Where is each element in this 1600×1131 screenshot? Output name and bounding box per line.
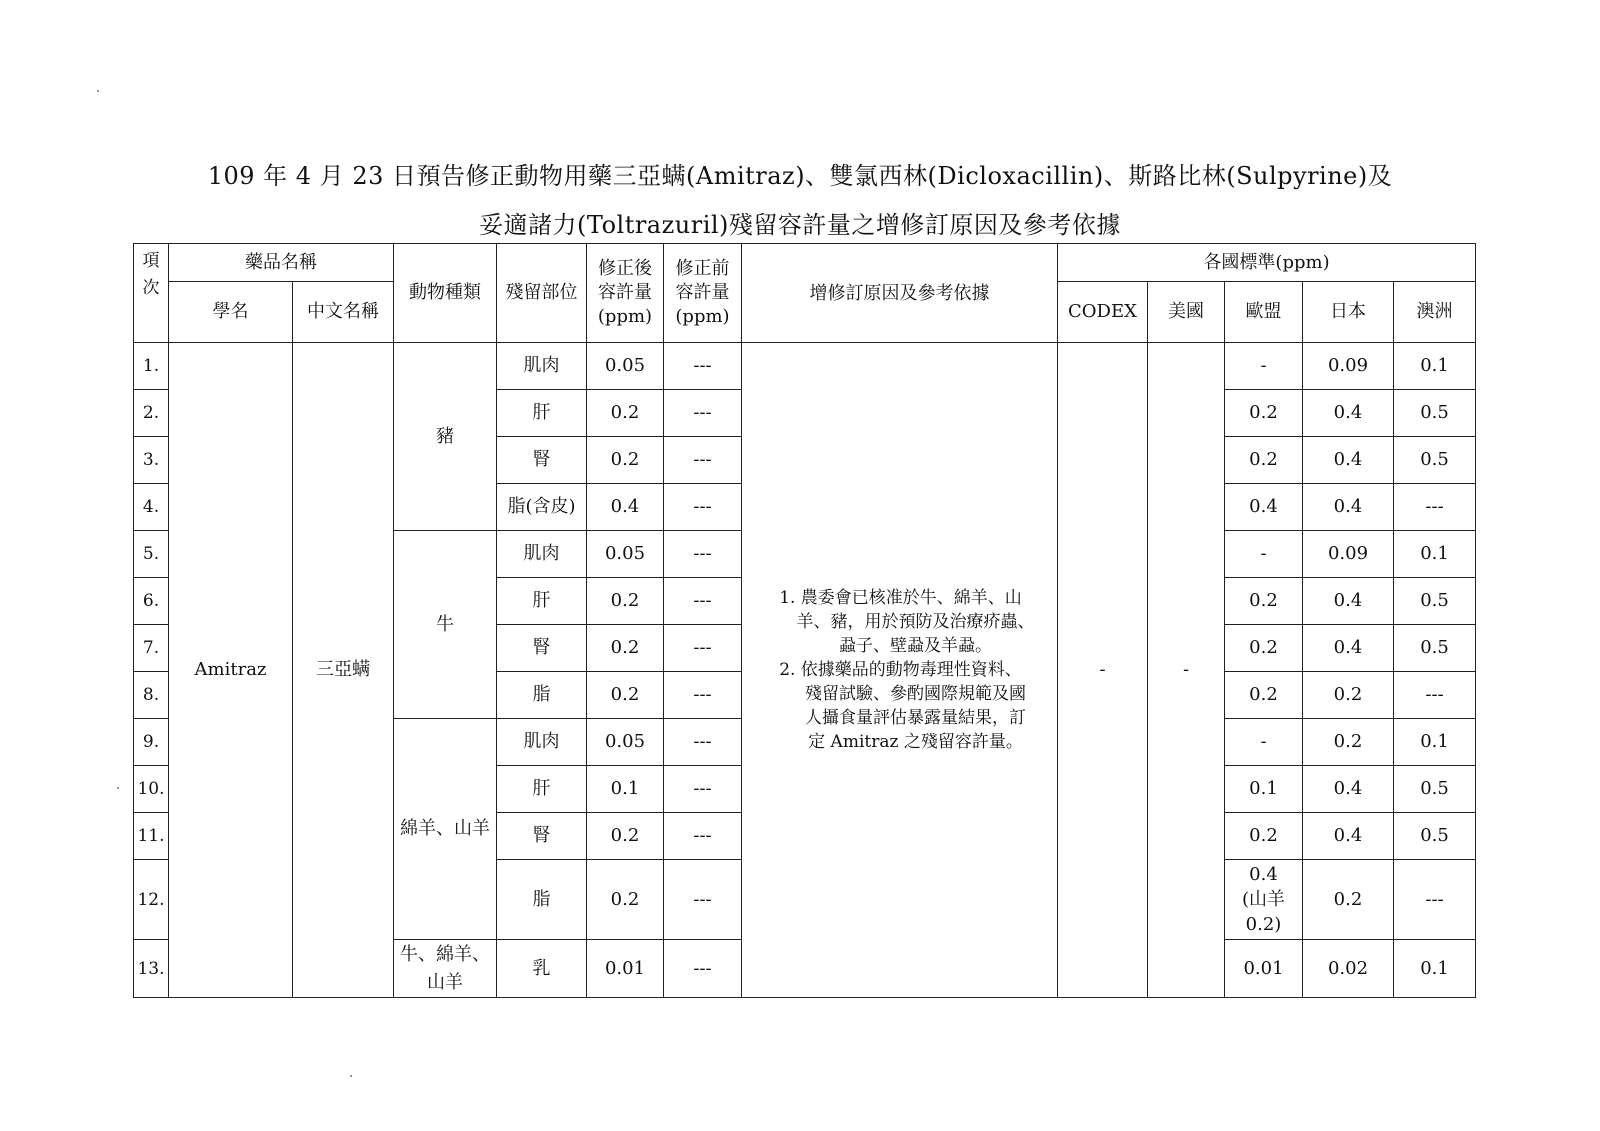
- before-value: ---: [664, 390, 742, 437]
- reason-line: 殘留試驗、參酌國際規範及國: [805, 684, 1026, 704]
- animal-cattle: 牛: [394, 531, 497, 719]
- australia-value: 0.1: [1394, 940, 1476, 998]
- before-value: ---: [664, 625, 742, 672]
- japan-value: 0.4: [1303, 578, 1394, 625]
- eu-value: 0.2: [1225, 437, 1303, 484]
- row-no: 2.: [134, 390, 169, 437]
- header-standards: 各國標準(ppm): [1058, 244, 1476, 282]
- residue-site: 乳: [497, 940, 587, 998]
- residue-site: 腎: [497, 437, 587, 484]
- australia-value: 0.1: [1394, 719, 1476, 766]
- row-no: 8.: [134, 672, 169, 719]
- australia-value: 0.5: [1394, 578, 1476, 625]
- before-value: ---: [664, 484, 742, 531]
- row-no: 10.: [134, 766, 169, 813]
- header-item-no: [134, 244, 169, 343]
- header-after-tolerance: [587, 244, 664, 343]
- japan-value: 0.02: [1303, 940, 1394, 998]
- scan-speck: [117, 787, 119, 789]
- residue-site: 肌肉: [497, 719, 587, 766]
- header-usa: 美國: [1148, 282, 1225, 343]
- row-no: 9.: [134, 719, 169, 766]
- before-value: ---: [664, 437, 742, 484]
- row-no: 1.: [134, 343, 169, 390]
- eu-value-line: 0.2): [1245, 914, 1282, 935]
- header-drug-name: 藥品名稱: [169, 244, 394, 282]
- australia-value: 0.5: [1394, 766, 1476, 813]
- row-no: 13.: [134, 940, 169, 998]
- australia-value: ---: [1394, 860, 1476, 940]
- header-eu: 歐盟: [1225, 282, 1303, 343]
- eu-value: 0.1: [1225, 766, 1303, 813]
- row-no: 6.: [134, 578, 169, 625]
- eu-value: 0.2: [1225, 625, 1303, 672]
- residue-site: 脂: [497, 672, 587, 719]
- eu-value: -: [1225, 343, 1303, 390]
- australia-value: ---: [1394, 484, 1476, 531]
- after-value: 0.05: [587, 343, 664, 390]
- reason-line: 1. 農委會已核准於牛、綿羊、山: [779, 588, 1022, 608]
- japan-value: 0.2: [1303, 860, 1394, 940]
- header-animal: 動物種類: [394, 244, 497, 343]
- header-before-l3: (ppm): [675, 306, 730, 327]
- animal-cattle-sheep-goat-text: 牛、綿羊、山羊: [400, 943, 490, 993]
- usa-value: -: [1148, 343, 1225, 998]
- reason-line: 定 Amitraz 之殘留容許量。: [808, 732, 1023, 752]
- australia-value: 0.5: [1394, 625, 1476, 672]
- australia-value: 0.5: [1394, 437, 1476, 484]
- japan-value: 0.09: [1303, 343, 1394, 390]
- residue-site: 脂(含皮): [497, 484, 587, 531]
- after-value: 0.2: [587, 860, 664, 940]
- residue-site: 脂: [497, 860, 587, 940]
- australia-value: ---: [1394, 672, 1476, 719]
- residue-site: 肝: [497, 390, 587, 437]
- row-no: 3.: [134, 437, 169, 484]
- row-no: 12.: [134, 860, 169, 940]
- document-title-line-1: 109 年 4 月 23 日預告修正動物用藥三亞螨(Amitraz)、雙氯西林(Dicloxacillin)、斯路比林(Sulpyrine)及: [207, 162, 1393, 190]
- residue-site: 腎: [497, 625, 587, 672]
- eu-value: [1225, 860, 1303, 940]
- japan-value: 0.4: [1303, 484, 1394, 531]
- australia-value: 0.5: [1394, 390, 1476, 437]
- reason-line: 羊、豬，用於預防及治療疥蟲、: [796, 612, 1035, 632]
- australia-value: 0.5: [1394, 813, 1476, 860]
- japan-value: 0.4: [1303, 390, 1394, 437]
- japan-value: 0.4: [1303, 766, 1394, 813]
- scan-speck: [97, 90, 99, 92]
- header-scientific-name: 學名: [169, 282, 293, 343]
- japan-value: 0.4: [1303, 813, 1394, 860]
- header-codex: CODEX: [1058, 282, 1148, 343]
- reason-cell: [742, 343, 1058, 998]
- eu-value: 0.2: [1225, 390, 1303, 437]
- eu-value: -: [1225, 719, 1303, 766]
- after-value: 0.2: [587, 813, 664, 860]
- eu-value: -: [1225, 531, 1303, 578]
- japan-value: 0.2: [1303, 719, 1394, 766]
- residue-site: 肝: [497, 766, 587, 813]
- residue-site: 肌肉: [497, 343, 587, 390]
- after-value: 0.2: [587, 578, 664, 625]
- header-residue-site: 殘留部位: [497, 244, 587, 343]
- japan-value: 0.4: [1303, 437, 1394, 484]
- eu-value: 0.01: [1225, 940, 1303, 998]
- after-value: 0.05: [587, 719, 664, 766]
- animal-sheep-goat: 綿羊、山羊: [394, 719, 497, 940]
- before-value: ---: [664, 343, 742, 390]
- after-value: 0.4: [587, 484, 664, 531]
- eu-value-line: 0.4: [1249, 864, 1278, 885]
- header-after-l2: 容許量: [598, 282, 652, 303]
- document-title-line-2: 妥適諸力(Toltrazuril)殘留容許量之增修訂原因及參考依據: [479, 211, 1121, 239]
- australia-value: 0.1: [1394, 531, 1476, 578]
- australia-value: 0.1: [1394, 343, 1476, 390]
- after-value: 0.1: [587, 766, 664, 813]
- row-no: 11.: [134, 813, 169, 860]
- header-japan: 日本: [1303, 282, 1394, 343]
- header-after-l1: 修正後: [598, 258, 652, 279]
- before-value: ---: [664, 578, 742, 625]
- header-before-l2: 容許量: [675, 282, 730, 303]
- after-value: 0.2: [587, 625, 664, 672]
- before-value: ---: [664, 672, 742, 719]
- after-value: 0.2: [587, 437, 664, 484]
- header-chinese-name: 中文名稱: [293, 282, 394, 343]
- eu-value: 0.4: [1225, 484, 1303, 531]
- before-value: ---: [664, 719, 742, 766]
- before-value: ---: [664, 531, 742, 578]
- residue-site: 肌肉: [497, 531, 587, 578]
- header-reason: 增修訂原因及參考依據: [742, 244, 1058, 343]
- after-value: 0.01: [587, 940, 664, 998]
- header-before-tolerance: [664, 244, 742, 343]
- animal-cattle-sheep-goat: [394, 940, 497, 998]
- eu-value: 0.2: [1225, 578, 1303, 625]
- row-no: 5.: [134, 531, 169, 578]
- animal-pig: 豬: [394, 343, 497, 531]
- before-value: ---: [664, 813, 742, 860]
- scientific-name-cell: Amitraz: [169, 343, 293, 998]
- eu-value: 0.2: [1225, 672, 1303, 719]
- japan-value: 0.09: [1303, 531, 1394, 578]
- row-no: 4.: [134, 484, 169, 531]
- before-value: ---: [664, 860, 742, 940]
- after-value: 0.05: [587, 531, 664, 578]
- eu-value: 0.2: [1225, 813, 1303, 860]
- reason-line: 人攝食量評估暴露量結果，訂: [805, 708, 1026, 728]
- reason-line: 蝨子、壁蝨及羊蝨。: [839, 636, 992, 656]
- before-value: ---: [664, 940, 742, 998]
- eu-value-line: (山羊: [1241, 889, 1286, 910]
- residue-table: [133, 243, 1476, 998]
- residue-site: 肝: [497, 578, 587, 625]
- header-australia: 澳洲: [1394, 282, 1476, 343]
- header-after-l3: (ppm): [597, 306, 653, 327]
- residue-site: 腎: [497, 813, 587, 860]
- after-value: 0.2: [587, 390, 664, 437]
- scan-speck: [350, 1075, 352, 1077]
- japan-value: 0.4: [1303, 625, 1394, 672]
- row-no: 7.: [134, 625, 169, 672]
- reason-line: 2. 依據藥品的動物毒理性資料、: [779, 660, 1022, 680]
- codex-value: -: [1058, 343, 1148, 998]
- japan-value: 0.2: [1303, 672, 1394, 719]
- header-item-no-text: 項次: [142, 251, 160, 298]
- before-value: ---: [664, 766, 742, 813]
- chinese-name-cell: 三亞螨: [293, 343, 394, 998]
- header-before-l1: 修正前: [675, 258, 730, 279]
- after-value: 0.2: [587, 672, 664, 719]
